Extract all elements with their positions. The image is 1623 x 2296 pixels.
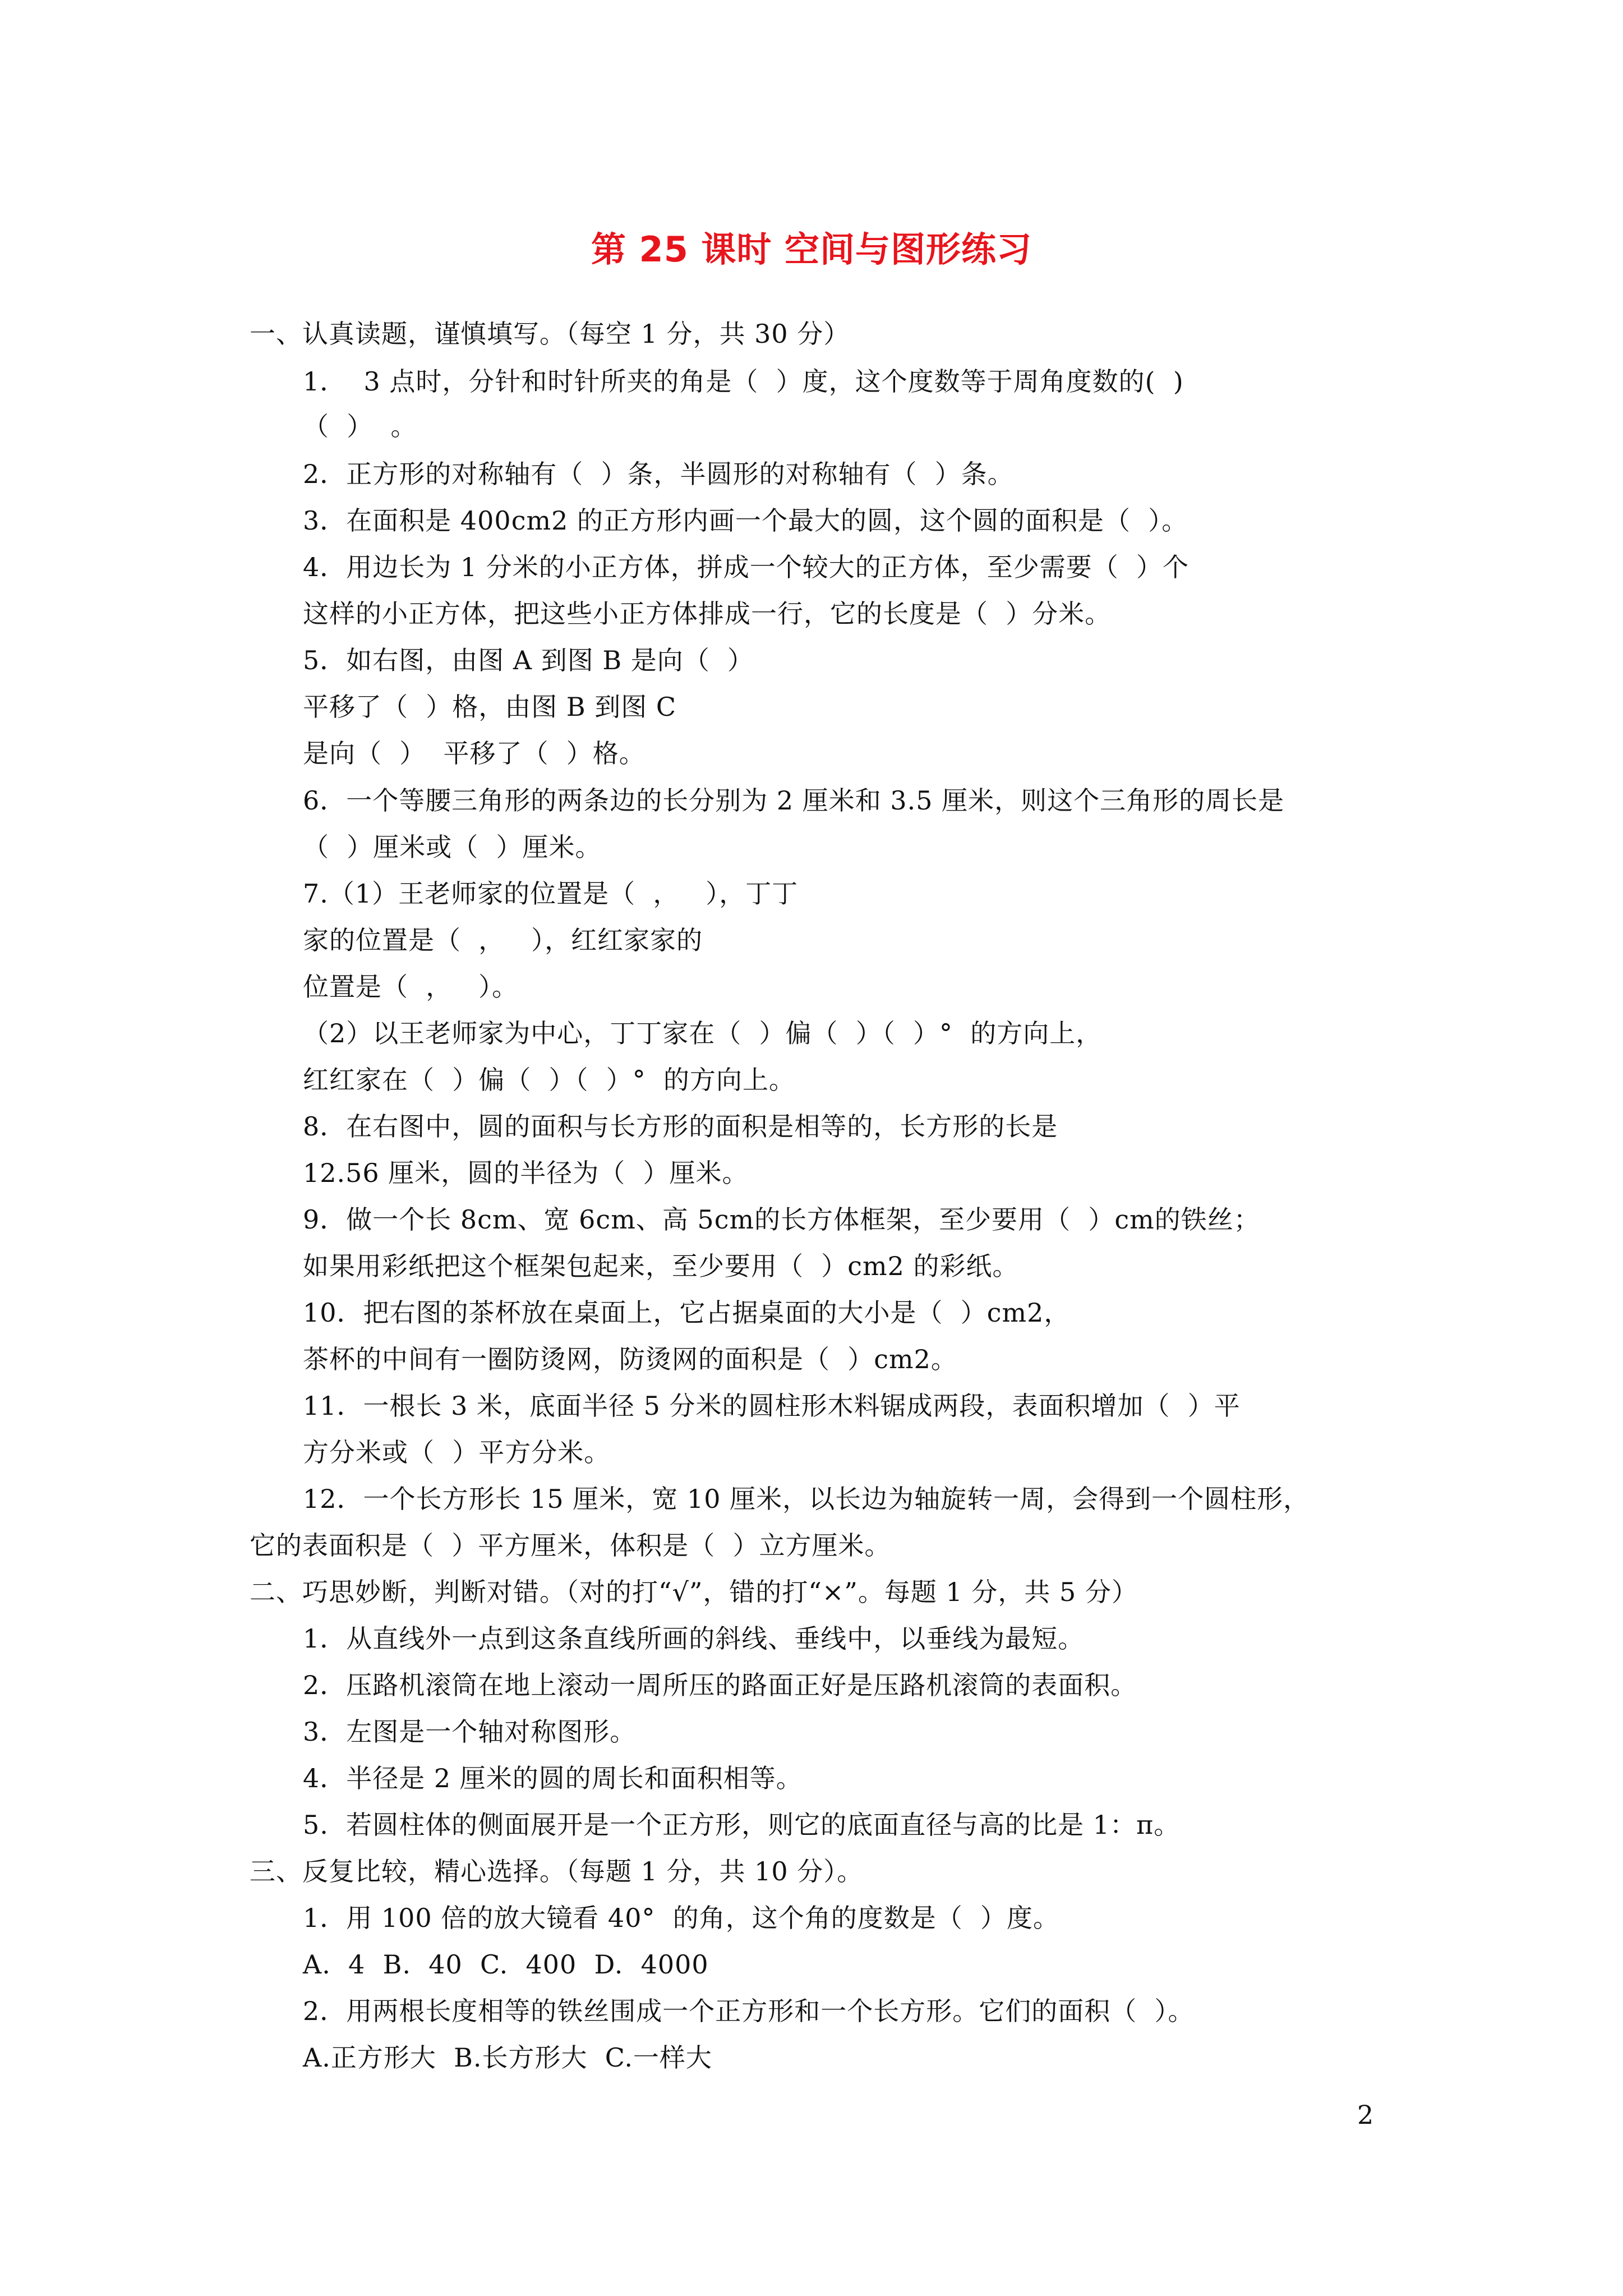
text-line: 二、巧思妙断，判断对错。（对的打“√”，错的打“×”。每题 1 分，共 5 分） (250, 1577, 1138, 1607)
text-line: A.正方形大 B.长方形大 C.一样大 (303, 2042, 712, 2073)
text-line: 2．正方形的对称轴有（ ）条，半圆形的对称轴有（ ）条。 (303, 459, 1014, 489)
text-line: 茶杯的中间有一圈防烫网，防烫网的面积是（ ）cm2。 (303, 1344, 957, 1374)
text-line: 12．一个长方形长 15 厘米，宽 10 厘米，以长边为轴旋转一周，会得到一个圆柱形， (303, 1484, 1310, 1514)
text-line: 5．如右图，由图 A 到图 B 是向（ ） (303, 645, 754, 675)
text-line: 7.（1）王老师家的位置是（ ， ），丁丁 (303, 878, 799, 909)
text-line: 4．半径是 2 厘米的圆的周长和面积相等。 (303, 1763, 803, 1793)
text-line: 2．压路机滚筒在地上滚动一周所压的路面正好是压路机滚筒的表面积。 (303, 1670, 1137, 1700)
text-line: 6．一个等腰三角形的两条边的长分别为 2 厘米和 3.5 厘米，则这个三角形的周长是 (303, 785, 1285, 816)
text-line: 12.56 厘米，圆的半径为（ ）厘米。 (303, 1158, 749, 1188)
text-line: 1． 3 点时，分针和时针所夹的角是（ ）度，这个度数等于周角度数的( ) (303, 366, 1184, 397)
text-line: 它的表面积是（ ）平方厘米，体积是（ ）立方厘米。 (250, 1530, 891, 1561)
text-line: 红红家在（ ）偏（ ）（ ）° 的方向上。 (303, 1065, 795, 1095)
text-line: 10．把右图的茶杯放在桌面上，它占据桌面的大小是（ ）cm2， (303, 1297, 1071, 1328)
text-line: （ ） 。 (303, 411, 417, 441)
text-line: 1．用 100 倍的放大镜看 40° 的角，这个角的度数是（ ）度。 (303, 1903, 1059, 1933)
text-line: 方分米或（ ）平方分米。 (303, 1437, 611, 1467)
text-line: 11．一根长 3 米，底面半径 5 分米的圆柱形木料锯成两段，表面积增加（ ）平 (303, 1391, 1241, 1421)
text-line: 平移了（ ）格，由图 B 到图 C (303, 692, 677, 722)
text-line: （2）以王老师家为中心，丁丁家在（ ）偏（ ）（ ）° 的方向上， (303, 1018, 1103, 1048)
text-line: 家的位置是（ ， ），红红家家的 (303, 925, 703, 955)
text-line: A. 4 B. 40 C. 400 D. 4000 (303, 1949, 709, 1980)
text-line: 3．左图是一个轴对称图形。 (303, 1717, 637, 1747)
text-line: 是向（ ） 平移了（ ）格。 (303, 738, 645, 769)
text-line: 3．在面积是 400cm2 的正方形内画一个最大的圆，这个圆的面积是（ ）。 (303, 505, 1188, 536)
text-line: 5. 若圆柱体的侧面展开是一个正方形，则它的底面直径与高的比是 1：π。 (303, 1810, 1181, 1840)
page-title: 第 25 课时 空间与图形练习 (591, 229, 1032, 270)
text-line: 位置是（ ， ）。 (303, 972, 519, 1002)
text-line: 4．用边长为 1 分米的小正方体，拼成一个较大的正方体，至少需要（ ）个 (303, 552, 1189, 582)
text-line: 三、反复比较，精心选择。（每题 1 分，共 10 分）。 (250, 1856, 864, 1887)
text-line: 1．从直线外一点到这条直线所画的斜线、垂线中，以垂线为最短。 (303, 1623, 1085, 1654)
text-line: （ ）厘米或（ ）厘米。 (303, 832, 602, 862)
text-line: 这样的小正方体，把这些小正方体排成一行，它的长度是（ ）分米。 (303, 599, 1112, 629)
text-line: 8．在右图中，圆的面积与长方形的面积是相等的，长方形的长是 (303, 1111, 1058, 1142)
text-line: 如果用彩纸把这个框架包起来，至少要用（ ）cm2 的彩纸。 (303, 1251, 1019, 1281)
text-line: 一、认真读题，谨慎填写。（每空 1 分，共 30 分） (250, 319, 850, 349)
text-line: 9．做一个长 8cm、宽 6cm、高 5cm的长方体框架，至少要用（ ）cm的铁丝； (303, 1204, 1260, 1235)
page-number: 2 (1357, 2100, 1374, 2130)
text-line: 2．用两根长度相等的铁丝围成一个正方形和一个长方形。它们的面积（ ）。 (303, 1996, 1195, 2026)
